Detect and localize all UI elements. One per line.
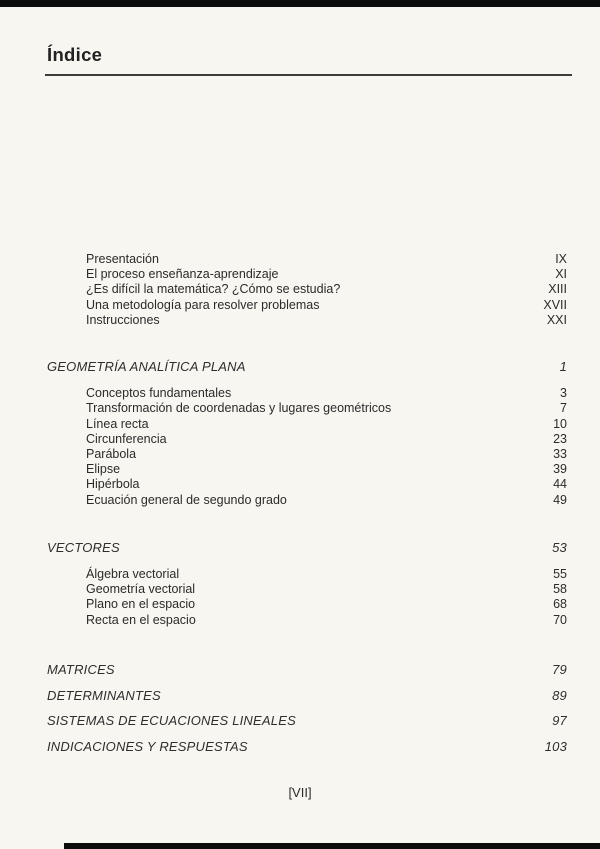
footer-page-number: [VII] [288, 785, 312, 800]
toc-item-page: 68 [553, 597, 567, 612]
toc-item-page: XI [555, 267, 567, 282]
toc-item-label: Geometría vectorial [86, 582, 196, 597]
toc-heading-page: 89 [552, 687, 567, 703]
toc-item-page: XXI [546, 312, 567, 327]
toc-item [47, 582, 567, 597]
toc-item-label: Recta en el espacio [86, 612, 196, 627]
toc-item-label: Hipérbola [86, 477, 140, 492]
toc-heading-label: MATRICES [47, 661, 115, 677]
toc-item [47, 447, 567, 462]
toc-item-page: 49 [553, 492, 567, 507]
toc-heading-label: GEOMETRÍA ANALÍTICA PLANA [47, 359, 246, 375]
toc-item-label: Instrucciones [86, 312, 160, 327]
toc-item [47, 597, 567, 612]
toc-heading-page: 97 [552, 713, 567, 729]
toc-block [47, 252, 567, 328]
toc-item-page: XIII [548, 282, 567, 297]
toc-item-page: 10 [553, 416, 567, 431]
toc-item [47, 613, 567, 628]
toc-heading-label: DETERMINANTES [47, 687, 161, 703]
toc-item-page: 39 [553, 462, 567, 477]
toc-heading-label: INDICACIONES Y RESPUESTAS [47, 738, 248, 754]
toc-item [47, 567, 567, 582]
toc-heading [47, 688, 567, 703]
toc-item-page: XVII [543, 297, 567, 312]
toc-heading-page: 79 [552, 661, 567, 677]
toc-item-page: 7 [560, 401, 567, 416]
scan-artifact-top-bar [0, 0, 600, 7]
toc-item-page: 33 [553, 447, 567, 462]
toc-heading-page: 103 [544, 738, 567, 754]
toc-item-label: Una metodología para resolver problemas [86, 297, 320, 312]
toc-heading-label: SISTEMAS DE ECUACIONES LINEALES [47, 713, 296, 729]
toc-item [47, 252, 567, 267]
toc-heading [47, 540, 567, 555]
toc-item-page: 44 [553, 477, 567, 492]
toc-block [47, 739, 567, 754]
toc-item-label: Conceptos fundamentales [86, 386, 232, 401]
toc-heading [47, 662, 567, 677]
toc-item-label: Parábola [86, 447, 137, 462]
toc-heading [47, 739, 567, 754]
toc-block [47, 713, 567, 728]
toc-block [47, 688, 567, 703]
toc-item [47, 462, 567, 477]
toc-item-label: Elipse [86, 462, 121, 477]
toc-items [47, 386, 567, 508]
toc-block [47, 540, 567, 628]
toc-item [47, 386, 567, 401]
toc-item [47, 313, 567, 328]
toc-item-page: 55 [553, 567, 567, 582]
toc-item-page: IX [555, 252, 567, 266]
toc-item-label: Transformación de coordenadas y lugares geométricos [86, 401, 392, 416]
toc-block [47, 662, 567, 677]
toc [47, 252, 567, 754]
toc-item-label: Ecuación general de segundo grado [86, 492, 287, 507]
title-rule [45, 74, 572, 76]
toc-block [47, 359, 567, 508]
toc-heading-page: 1 [559, 359, 567, 375]
toc-item [47, 493, 567, 508]
toc-item [47, 401, 567, 416]
toc-item [47, 417, 567, 432]
toc-item-label: El proceso enseñanza-aprendizaje [86, 267, 279, 282]
toc-heading [47, 713, 567, 728]
toc-items [47, 567, 567, 628]
toc-item [47, 432, 567, 447]
toc-item-label: Álgebra vectorial [86, 567, 180, 582]
scan-artifact-bottom-bar [64, 843, 600, 849]
toc-item-label: Presentación [86, 252, 159, 266]
toc-item-label: Plano en el espacio [86, 597, 196, 612]
toc-item [47, 267, 567, 282]
toc-item-label: Circunferencia [86, 431, 167, 446]
toc-item-page: 3 [560, 386, 567, 401]
toc-item [47, 298, 567, 313]
page-title: Índice [47, 44, 103, 65]
toc-item-page: 58 [553, 582, 567, 597]
toc-item-label: Línea recta [86, 416, 149, 431]
toc-items [47, 252, 567, 328]
toc-item [47, 477, 567, 492]
toc-heading-label: VECTORES [47, 539, 120, 555]
toc-item [47, 282, 567, 297]
toc-heading [47, 359, 567, 374]
toc-item-page: 70 [553, 612, 567, 627]
toc-item-label: ¿Es difícil la matemática? ¿Cómo se estudia? [86, 282, 341, 297]
toc-heading-page: 53 [552, 539, 567, 555]
toc-item-page: 23 [553, 431, 567, 446]
